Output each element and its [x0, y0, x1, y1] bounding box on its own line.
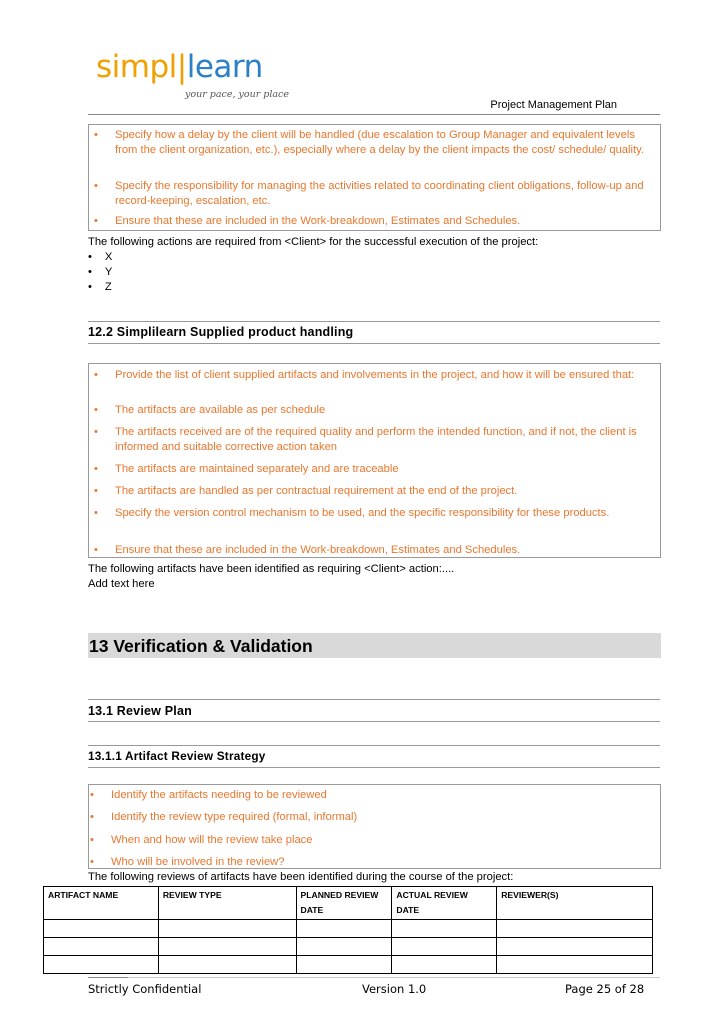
client-action-label: Z [104, 281, 112, 293]
column-header: PLANNED REVIEW DATE [296, 887, 392, 920]
header-divider [88, 114, 660, 115]
guidance-item [94, 368, 654, 383]
table-cell[interactable] [44, 938, 159, 956]
bullet-icon: • [88, 266, 92, 278]
table-cell[interactable] [497, 920, 653, 938]
bullet-icon: • [90, 856, 94, 868]
guidance-item-text: Provide the list of client supplied artifacts and involvements in the project, and how it will be ensured that: [115, 369, 635, 381]
bullet-icon: • [94, 215, 98, 227]
review-intro: The following reviews of artifacts have been identified during the course of the project: [88, 871, 514, 883]
guidance-item-text: Ensure that these are included in the Work-breakdown, Estimates and Schedules. [115, 215, 521, 227]
bullet-icon: • [90, 811, 94, 823]
table-cell[interactable] [392, 956, 497, 974]
guidance-item [94, 543, 654, 558]
bullet-icon: • [94, 544, 98, 556]
client-actions-intro: The following actions are required from <Client> for the successful execution of the project: [88, 236, 539, 248]
table-cell[interactable] [158, 956, 296, 974]
guidance-item [94, 403, 654, 418]
bullet-icon: • [94, 369, 98, 381]
bullet-icon: • [90, 789, 94, 801]
guidance-item [94, 484, 654, 499]
logo-bar: | [176, 49, 187, 85]
table-row [44, 956, 653, 974]
table-cell[interactable] [392, 920, 497, 938]
guidance-item-text: The artifacts are available as per schedule [115, 404, 326, 416]
column-header: ACTUAL REVIEW DATE [392, 887, 497, 920]
logo-tagline: your pace, your place [185, 89, 289, 100]
guidance-box-supplied-products [88, 363, 661, 558]
guidance-item [94, 462, 654, 477]
table-cell[interactable] [296, 956, 392, 974]
guidance-item [90, 788, 650, 803]
guidance-item-text: Identify the artifacts needing to be reviewed [111, 789, 327, 801]
guidance-item-text: Specify the responsibility for managing the activities related to coordinating client obligations, follow-up and record-keeping, escalation, etc. [115, 180, 644, 207]
bullet-icon: • [94, 129, 98, 141]
table-cell[interactable] [44, 920, 159, 938]
footer-version: Version 1.0 [362, 982, 427, 996]
guidance-item-text: The artifacts are maintained separately and are traceable [115, 463, 399, 475]
client-action-item [88, 265, 112, 280]
table-cell[interactable] [392, 938, 497, 956]
guidance-item-text: When and how will the review take place [111, 834, 313, 846]
footer-left: Strictly Confidential [88, 982, 202, 996]
section-rule [88, 721, 660, 722]
bullet-icon: • [94, 404, 98, 416]
section-heading-13-1-1: 13.1.1 Artifact Review Strategy [88, 749, 266, 763]
guidance-item-text: Specify the version control mechanism to be used, and the specific responsibility for these products. [115, 507, 610, 519]
section-heading-13: 13 Verification & Validation [89, 636, 313, 656]
section-heading-12-2: 12.2 Simplilearn Supplied product handling [88, 325, 354, 339]
guidance-item [90, 855, 650, 870]
guidance-item-text: Identify the review type required (formal, informal) [111, 811, 358, 823]
table-cell[interactable] [158, 920, 296, 938]
bullet-icon: • [94, 426, 98, 438]
table-cell[interactable] [158, 938, 296, 956]
document-title: Project Management Plan [490, 99, 617, 111]
client-action-label: Y [104, 266, 113, 278]
footer-divider [128, 977, 660, 978]
section-rule [88, 321, 660, 322]
client-action-item [88, 280, 112, 295]
table-cell[interactable] [497, 938, 653, 956]
bullet-icon: • [90, 834, 94, 846]
section-rule [88, 699, 660, 700]
guidance-item-text: Who will be involved in the review? [111, 856, 285, 868]
logo-part2: learn [186, 49, 263, 85]
column-header: REVIEW TYPE [158, 887, 296, 920]
client-action-label: X [104, 251, 113, 263]
guidance-item [94, 179, 654, 209]
logo [96, 49, 263, 85]
guidance-item [94, 128, 654, 158]
section-heading-13-1: 13.1 Review Plan [88, 704, 192, 718]
logo-part1: simpl [96, 49, 177, 85]
table-header-row [44, 887, 653, 920]
guidance-item [94, 506, 654, 521]
section-rule [88, 767, 660, 768]
bullet-icon: • [88, 281, 92, 293]
page-number: Page 25 of 28 [565, 982, 645, 996]
table-cell[interactable] [44, 956, 159, 974]
table-cell[interactable] [296, 920, 392, 938]
section-rule [88, 343, 660, 344]
guidance-item-text: Specify how a delay by the client will be handled (due escalation to Group Manager and equivalent levels from the client organization, etc.), especially where a delay by the client impacts the cost/ schedule/ quality. [115, 129, 644, 156]
column-header: ARTIFACT NAME [44, 887, 159, 920]
guidance-item-text: The artifacts are handled as per contractual requirement at the end of the project. [115, 485, 518, 497]
table-row [44, 938, 653, 956]
client-action-item [88, 250, 112, 265]
guidance-item [90, 810, 650, 825]
guidance-item [94, 425, 654, 455]
footer-divider [88, 977, 128, 978]
bullet-icon: • [94, 180, 98, 192]
bullet-icon: • [94, 507, 98, 519]
guidance-item-text: Ensure that these are included in the Work-breakdown, Estimates and Schedules. [115, 544, 521, 556]
table-cell[interactable] [497, 956, 653, 974]
section-rule [88, 745, 660, 746]
placeholder-text: Add text here [88, 578, 155, 590]
bullet-icon: • [94, 463, 98, 475]
guidance-item-text: The artifacts received are of the required quality and perform the intended function, and if not, the client is informed and suitable corrective action taken [115, 426, 637, 453]
table-row [44, 920, 653, 938]
guidance-item [90, 833, 650, 848]
table-cell[interactable] [296, 938, 392, 956]
bullet-icon: • [94, 485, 98, 497]
review-table [43, 886, 653, 974]
bullet-icon: • [88, 251, 92, 263]
artifacts-intro: The following artifacts have been identified as requiring <Client> action:.... [88, 563, 455, 575]
column-header: REVIEWER(S) [497, 887, 653, 920]
guidance-item [94, 214, 654, 229]
